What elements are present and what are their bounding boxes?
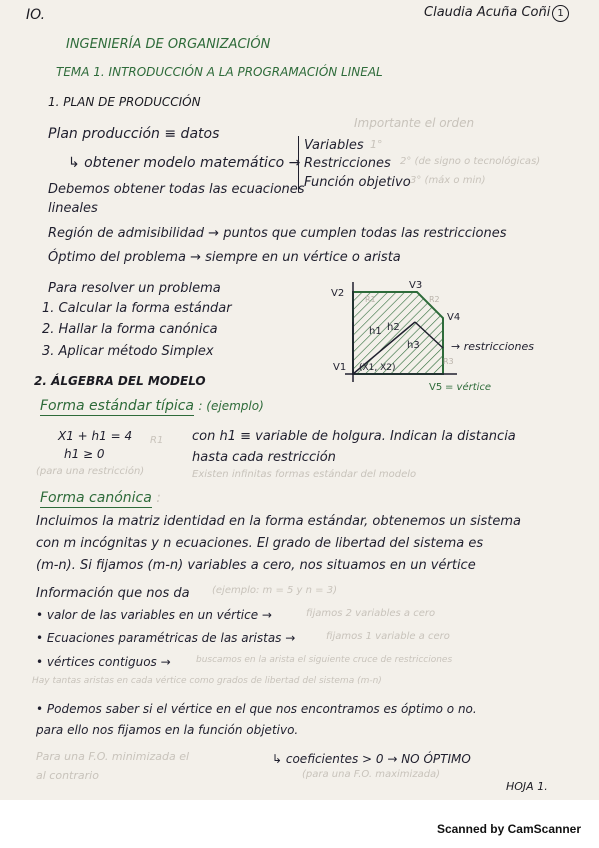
label-h2: h2 [387, 322, 400, 333]
estandar-heading: Forma estándar típica [40, 398, 194, 414]
info-bullet-3-faint-2: Hay tantas aristas en cada vértice como grados de libertad del sistema (m-n) [32, 676, 382, 686]
steps-heading: Para resolver un problema [48, 281, 221, 296]
info-bullet-2: • Ecuaciones paramétricas de las aristas → [36, 631, 296, 645]
author-name: Claudia Acuña Coñi [424, 5, 551, 20]
info-bullet-1: • valor de las variables en un vértice → [36, 608, 272, 622]
step-2: 2. Hallar la forma canónica [42, 322, 218, 337]
info-faint-min-1: Para una F.O. minimizada el [36, 750, 190, 763]
plan-line-region: Región de admisibilidad → puntos que cumplen todas las restricciones [48, 226, 507, 241]
canonica-colon: : [156, 490, 161, 506]
restriction-r1: R1 [365, 295, 376, 304]
step-3: 3. Aplicar método Simplex [42, 344, 214, 359]
estandar-desc-1: con h1 ≡ variable de holgura. Indican la distancia [192, 429, 516, 444]
estandar-eq1: X1 + h1 = 4 [58, 429, 133, 443]
label-h3: h3 [407, 340, 420, 351]
canonica-line-2: con m incógnitas y n ecuaciones. El grado de libertad del sistema es [36, 536, 484, 551]
model-item-funcion: Función objetivo [304, 175, 411, 190]
corner-point-label: (X1, X2) [359, 363, 396, 373]
vertex-v5: V5 [429, 382, 443, 393]
info-bullet-2-faint: fijamos 1 variable a cero [326, 631, 450, 642]
canonica-heading-wrap [40, 491, 161, 505]
subject-title: INGENIERÍA DE ORGANIZACIÓN [66, 37, 271, 52]
plan-line-datos: Plan producción ≡ datos [48, 126, 220, 142]
section-heading-plan: 1. PLAN DE PRODUCCIÓN [48, 95, 201, 109]
plan-line-lineales: lineales [48, 201, 98, 216]
info-bullet-4a: • Podemos saber si el vértice en el que nos encontramos es óptimo o no. [36, 702, 477, 716]
restricciones-label: → restricciones [451, 340, 534, 353]
vertex-v2: V2 [331, 288, 345, 299]
vertex-v3: V3 [409, 280, 423, 291]
info-coeficientes: ↳ coeficientes > 0 → NO ÓPTIMO [272, 752, 471, 766]
page-number: HOJA 1. [506, 780, 548, 793]
restriction-r3: R3 [443, 357, 454, 366]
section-heading-algebra: 2. ÁLGEBRA DEL MODELO [34, 374, 206, 388]
vertice-label: = vértice [445, 382, 492, 393]
estandar-heading-wrap [40, 399, 264, 413]
info-bullet-3: • vértices contiguos → [36, 655, 171, 669]
unit-title: TEMA 1. INTRODUCCIÓN A LA PROGRAMACIÓN LINEAL [56, 65, 383, 79]
course-code: IO. [26, 7, 46, 23]
plan-line-ecuaciones: Debemos obtener todas las ecuaciones [48, 182, 305, 197]
info-heading: Información que nos da [36, 586, 190, 601]
vertex-v4: V4 [447, 312, 461, 323]
estandar-eq1-tag: R1 [150, 435, 164, 446]
canonica-line-3: (m-n). Si fijamos (m-n) variables a cero, nos situamos en un vértice [36, 558, 476, 573]
feasible-region-diagram [325, 278, 565, 398]
info-coef-faint: (para una F.O. maximizada) [302, 769, 441, 780]
author-mark-circle [552, 5, 569, 22]
canonica-line-1: Incluimos la matriz identidad en la forma estándar, obtenemos un sistema [36, 514, 521, 529]
estandar-faint-note: (para una restricción) [36, 466, 145, 477]
model-item-variables: Variables [304, 138, 364, 153]
step-1: 1. Calcular la forma estándar [42, 301, 232, 316]
model-item-restricciones: Restricciones [304, 156, 391, 171]
vertex-v1: V1 [333, 362, 347, 373]
label-h1: h1 [369, 326, 382, 337]
info-bullet-4b: para ello nos fijamos en la función objetivo. [36, 723, 299, 737]
faint-order-1: 1° [370, 138, 383, 151]
info-bullet-3-faint: buscamos en la arista el siguiente cruce de restricciones [196, 655, 453, 665]
info-faint-min-2: al contrario [36, 769, 99, 782]
estandar-faint-desc: Existen infinitas formas estándar del modelo [192, 469, 417, 480]
estandar-desc-2: hasta cada restricción [192, 450, 336, 465]
plan-line-modelo: ↳ obtener modelo matemático → [68, 155, 301, 171]
restriction-r2: R2 [429, 295, 440, 304]
canonica-heading: Forma canónica [40, 490, 152, 506]
plan-line-optimo: Óptimo del problema → siempre en un vértice o arista [48, 250, 401, 265]
author-mark: 1 [557, 8, 564, 19]
faint-order-3: 3° (máx o min) [410, 175, 486, 186]
scanner-watermark: Scanned by CamScanner [436, 822, 581, 836]
estandar-heading-note: : (ejemplo) [198, 399, 264, 413]
faint-important-note: Importante el orden [354, 116, 475, 130]
info-heading-faint: (ejemplo: m = 5 y n = 3) [212, 585, 337, 596]
faint-order-2: 2° (de signo o tecnológicas) [400, 156, 541, 167]
estandar-eq2: h1 ≥ 0 [64, 447, 105, 461]
info-bullet-1-faint: fijamos 2 variables a cero [306, 608, 436, 619]
